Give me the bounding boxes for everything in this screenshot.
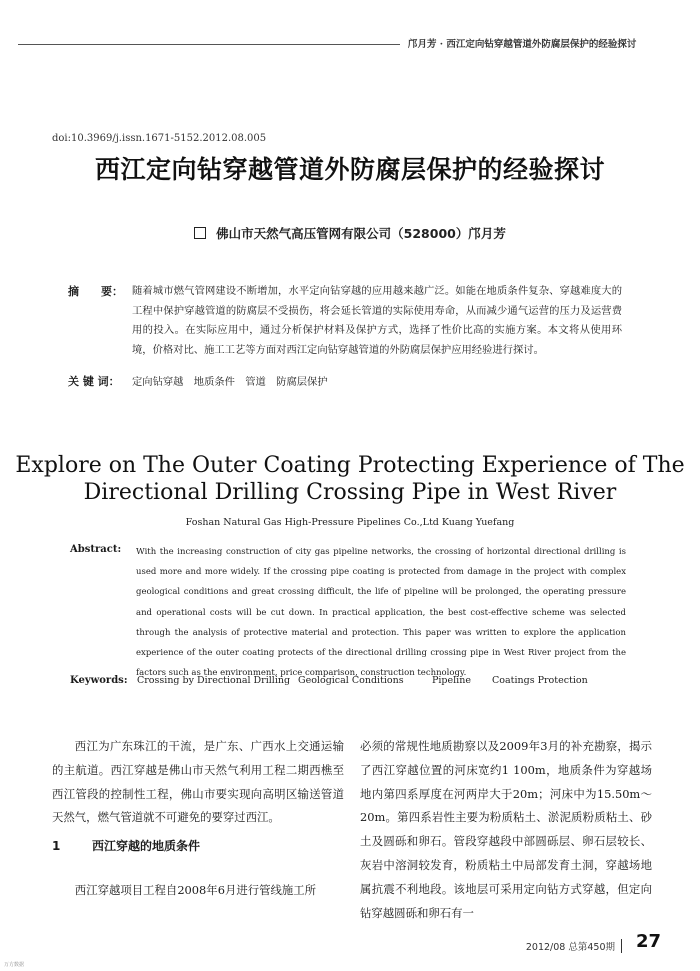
keyword-en-3: Pipeline — [432, 675, 471, 686]
keywords-en-label: Keywords: — [70, 675, 128, 686]
issue-text: 2012/08 总第450期 — [525, 942, 615, 953]
footer-issue — [526, 939, 628, 953]
abstract-cn-label: 摘 要： — [68, 285, 123, 298]
body-paragraph: 必须的常规性地质勘察以及2009年3月的补充勘察，揭示了西江穿越位置的河床宽约1 100m，地质条件为穿越场地内第四系厚度在河两岸大于20m；河床中为15.50m～20m。第四系岩性主要为粉质粘土、淤泥质粉质粘土、砂土及圆砾和卵石。管段穿越段中部圆砾层、卵石层较长、灰岩中溶洞较发育，粉质粘土中局部发育土洞，穿越场地属抗震不利地段。该地层可采用定向钻方式穿越，但定向钻穿越圆砾和卵石有一 — [360, 739, 652, 920]
keywords-cn-text: 定向钻穿越 地质条件 管道 防腐层保护 — [132, 376, 328, 388]
body-left-column — [52, 735, 344, 903]
doi: doi:10.3969/j.issn.1671-5152.2012.08.005 — [52, 133, 267, 144]
page-number: 27 — [636, 931, 662, 952]
running-head: 邝月芳 · 西江定向钻穿越管道外防腐层保护的经验探讨 — [408, 39, 637, 50]
header-rule — [18, 44, 400, 45]
body-paragraph: 西江为广东珠江的干流，是广东、广西水上交通运输的主航道。西江穿越是佛山市天然气利用工程二期西樵至西江管段的控制性工程，佛山市要实现向高明区输送管道天然气，燃气管道就不可避免的要穿过西江。 — [52, 739, 344, 825]
corner-mark: 万方数据 — [4, 962, 25, 968]
title-en — [0, 452, 700, 506]
abstract-en-label: Abstract: — [70, 544, 122, 555]
section-number: 1 — [52, 839, 61, 854]
keywords-cn-label: 关 键 词： — [68, 375, 120, 388]
affiliation-cn-text: 佛山市天然气高压管网有限公司（528000）邝月芳 — [216, 226, 506, 241]
title-cn: 西江定向钻穿越管道外防腐层保护的经验探讨 — [94, 155, 605, 184]
body-right-column — [360, 735, 652, 925]
title-en-line2: Directional Drilling Crossing Pipe in West River — [83, 480, 617, 505]
keyword-en-4: Coatings Protection — [492, 675, 588, 686]
body-paragraph: 西江穿越项目工程自2008年6月进行管线施工所 — [74, 882, 317, 897]
footer-divider — [621, 939, 622, 953]
keyword-en-1: Crossing by Directional Drilling — [137, 675, 291, 686]
section-heading — [52, 835, 344, 859]
section-title: 西江穿越的地质条件 — [92, 839, 201, 854]
keyword-en-2: Geological Conditions — [298, 675, 404, 686]
affiliation-cn — [0, 224, 700, 242]
affiliation-en: Foshan Natural Gas High-Pressure Pipelines Co.,Ltd Kuang Yuefang — [185, 517, 515, 528]
abstract-cn-text: 随着城市燃气管网建设不断增加，水平定向钻穿越的应用越来越广泛。如能在地质条件复杂、穿越难度大的工程中保护穿越管道的防腐层不受损伤，将会延长管道的实际使用寿命，从而减少通气运营的压力及运营费用的投入。在实际应用中，通过分析保护材料及保护方式，选择了性价比高的实施方案。本文将从使用环境，价格对比、施工工艺等方面对西江定向钻穿越管道的外防腐层保护应用经验进行探讨。 — [132, 285, 622, 356]
title-en-line1: Explore on The Outer Coating Protecting Experience of The — [15, 453, 685, 478]
square-bullet-icon — [194, 227, 206, 239]
abstract-en-text: With the increasing construction of city gas pipeline networks, the crossing of horizontal directional drilling is used more and more widely. If the crossing pipe coating is protected from damage in the project with complex geological conditions and great crossing difficult, the life of pipeline will be prolonged, the operating pressure and operational costs will be cut down. In practical application, the best cost-effective scheme was selected through the analysis of protective material and protection. This paper was written to explore the application experience of the outer coating protects of the directional drilling crossing pipe in West River project from the factors such as the environment, price comparison, construction technology. — [136, 547, 626, 679]
